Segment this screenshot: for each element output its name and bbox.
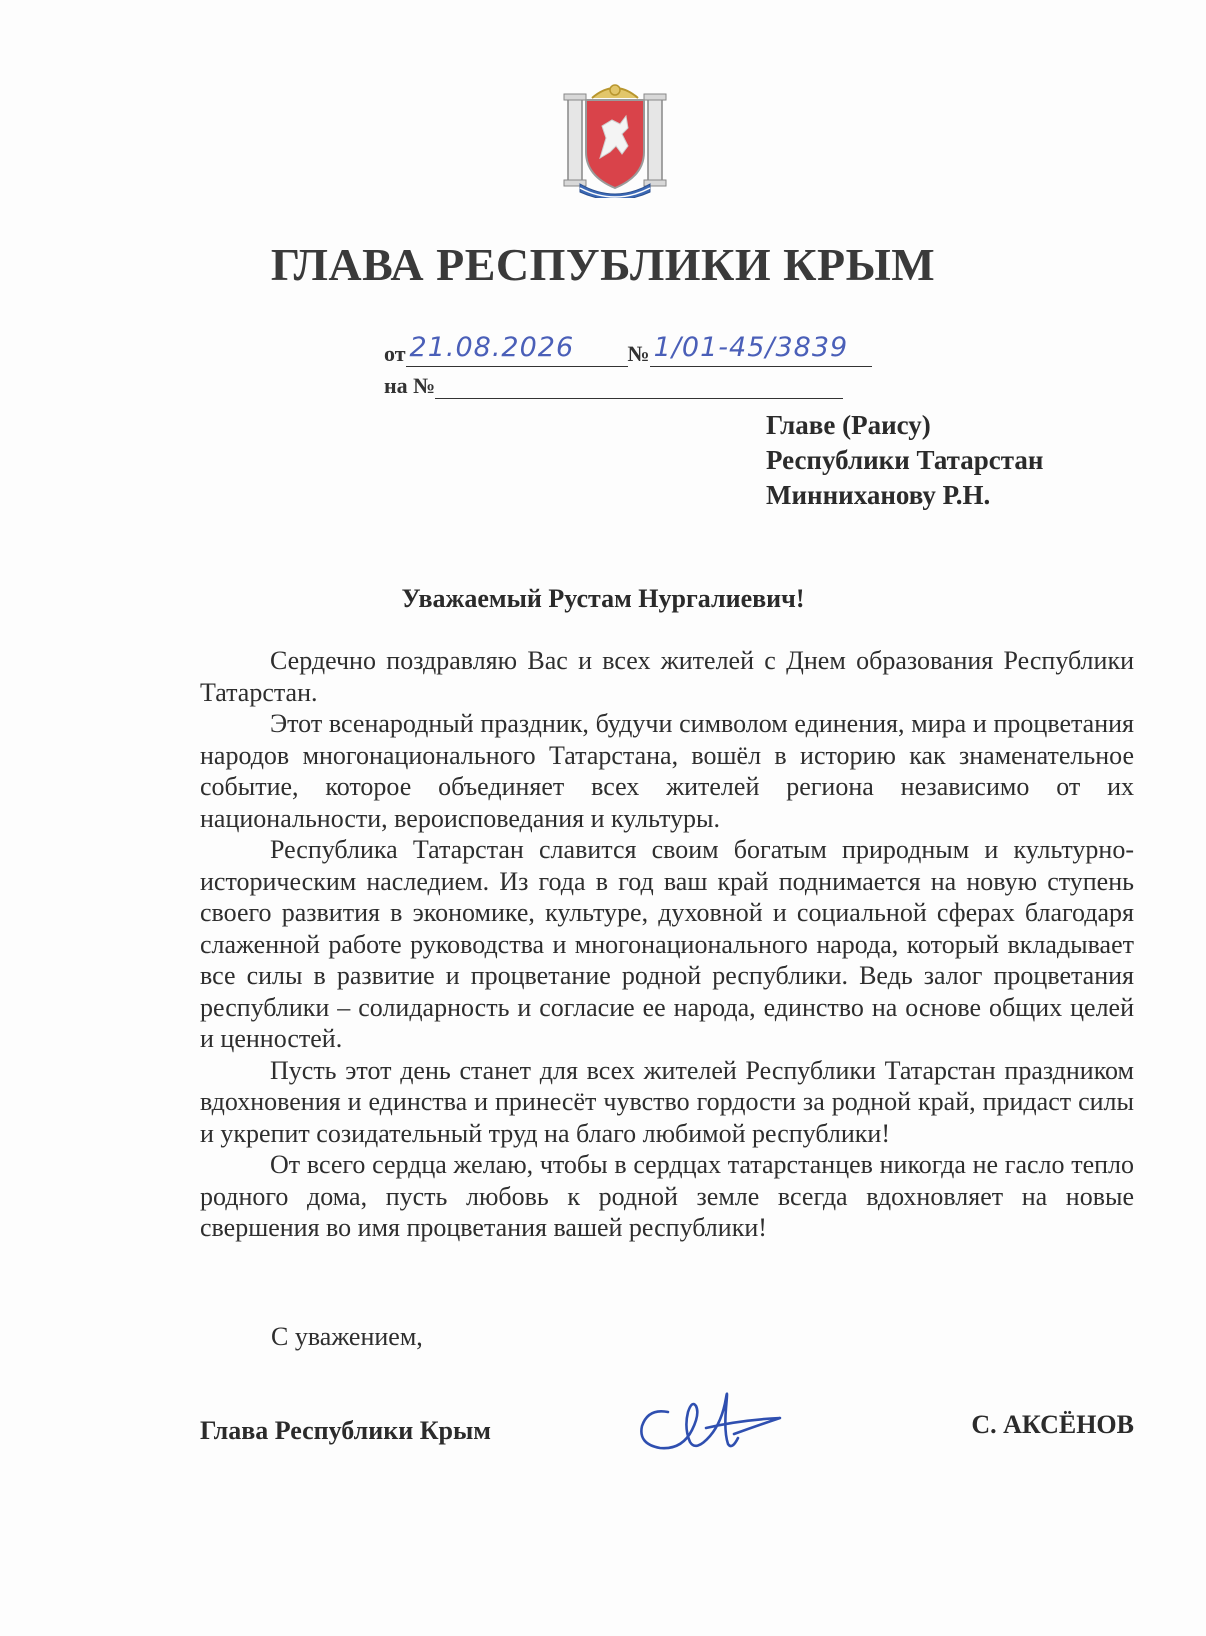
ref-line	[435, 368, 843, 399]
date-line	[406, 332, 628, 367]
registration-date: 21.08.2026	[409, 332, 575, 363]
addressee-line-1: Главе (Раису)	[766, 410, 931, 440]
addressee-line-2: Республики Татарстан	[766, 445, 1044, 475]
registration-block	[384, 332, 872, 400]
salutation: Уважаемый Рустам Нургалиевич!	[401, 584, 805, 613]
registration-number: 1/01-45/3839	[653, 332, 849, 363]
body-paragraph: Сердечно поздравляю Вас и всех жителей с Днем образования Республики Татарстан.	[200, 646, 1134, 707]
addressee-line-3: Минниханову Р.Н.	[766, 480, 991, 510]
body-paragraph: От всего сердца желаю, чтобы в сердцах татарстанцев никогда не гасло тепло родного дома, пусть любовь к родной земле всегда вдохновляет на новые свершения во имя процветания вашей республики!	[200, 1150, 1134, 1242]
body-paragraph: Республика Татарстан славится своим богатым природным и культурно-историческим наследием. Из года в год ваш край поднимается на новую ступень своего развития в экономике, культуре, духовной и социальной сферах благодаря слаженной работе руководства и многонационального народа, который вкладывает все силы в развитие и процветание родной республики. Ведь залог процветания республики – солидарность и согласие ее народа, единство на основе общих целей и ценностей.	[200, 835, 1134, 1053]
handwritten-signature-icon	[630, 1378, 790, 1468]
signatory-name: С. АКСЁНОВ	[971, 1410, 1134, 1439]
registration-date-row	[384, 332, 872, 368]
body-paragraph: Пусть этот день станет для всех жителей Республики Татарстан праздником вдохновения и единства и принесёт чувство гордости за родной край, придаст силы и укрепит созидательный труд на благо любимой республики!	[200, 1055, 1134, 1148]
ref-label: на №	[384, 373, 436, 398]
from-label: от	[384, 341, 406, 366]
signatory-title: Глава Республики Крым	[200, 1416, 492, 1445]
closing: С уважением,	[271, 1322, 423, 1351]
number-label: №	[627, 341, 650, 366]
org-title: ГЛАВА РЕСПУБЛИКИ КРЫМ	[270, 239, 936, 290]
letter-body	[200, 645, 1134, 1244]
reference-row	[384, 368, 872, 400]
number-line	[650, 332, 872, 367]
crimea-coat-of-arms-icon	[562, 80, 668, 198]
addressee-block	[766, 408, 1043, 513]
body-paragraph: Этот всенародный праздник, будучи символом единения, мира и процветания народов многонационального Татарстана, вошёл в историю как знаменательное событие, которое объединяет всех жителей региона независимо от их национальности, вероисповедания и культуры.	[200, 709, 1134, 833]
